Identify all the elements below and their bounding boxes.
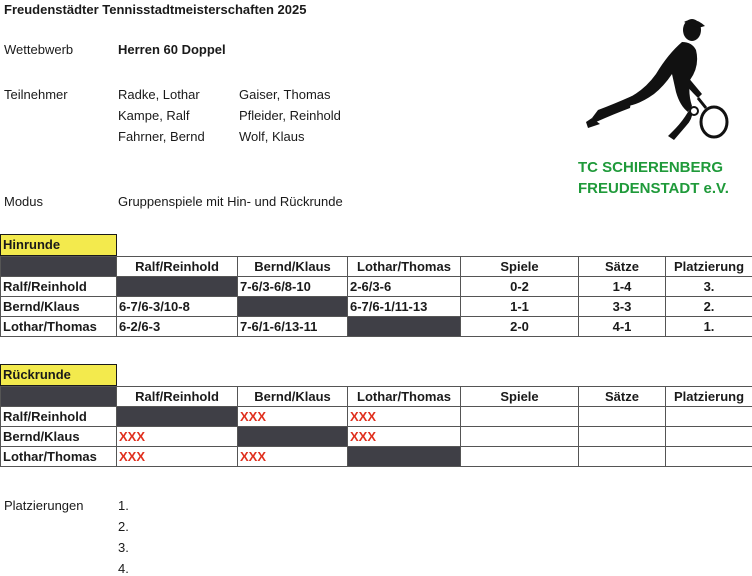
page-title: Freudenstädter Tennisstadtmeisterschaften 2025 bbox=[4, 2, 307, 17]
hinrunde-table bbox=[0, 256, 752, 337]
wettbewerb-value: Herren 60 Doppel bbox=[118, 42, 226, 57]
platz-cell: 2. bbox=[666, 297, 752, 317]
table-row bbox=[1, 317, 752, 337]
wettbewerb-label: Wettebwerb bbox=[4, 42, 74, 57]
self-match-cell bbox=[348, 317, 461, 337]
teilnehmer-label: Teilnehmer bbox=[4, 87, 68, 102]
column-header: Bernd/Klaus bbox=[238, 257, 348, 277]
table-header-row bbox=[1, 257, 752, 277]
platz-cell: 3. bbox=[666, 277, 752, 297]
club-logo-text bbox=[578, 157, 729, 199]
table-row bbox=[1, 447, 752, 467]
platzierungen-label: Platzierungen bbox=[4, 498, 84, 513]
table-row bbox=[1, 297, 752, 317]
result-cell: 6-7/6-1/11-13 bbox=[348, 297, 461, 317]
team-name: Bernd/Klaus bbox=[1, 297, 117, 317]
team-name: Ralf/Reinhold bbox=[1, 277, 117, 297]
result-cell: 6-2/6-3 bbox=[117, 317, 238, 337]
pending-result-cell: XXX bbox=[348, 427, 461, 447]
participant: Kampe, Ralf bbox=[118, 108, 190, 123]
spiele-cell bbox=[461, 427, 579, 447]
platz-cell bbox=[666, 427, 752, 447]
column-header: Ralf/Reinhold bbox=[117, 387, 238, 407]
column-header: Bernd/Klaus bbox=[238, 387, 348, 407]
participant: Radke, Lothar bbox=[118, 87, 200, 102]
table-header-row bbox=[1, 387, 752, 407]
club-logo-line1: TC SCHIERENBERG bbox=[578, 159, 724, 176]
column-header: Lothar/Thomas bbox=[348, 257, 461, 277]
spiele-cell: 1-1 bbox=[461, 297, 579, 317]
column-header: Ralf/Reinhold bbox=[117, 257, 238, 277]
self-match-cell bbox=[348, 447, 461, 467]
spiele-cell bbox=[461, 447, 579, 467]
modus-label: Modus bbox=[4, 194, 44, 209]
participant: Fahrner, Bernd bbox=[118, 129, 205, 144]
placement-item: 4. bbox=[118, 561, 129, 576]
tennis-player-icon bbox=[584, 14, 734, 154]
team-name: Bernd/Klaus bbox=[1, 427, 117, 447]
corner-cell bbox=[1, 257, 117, 277]
table-row bbox=[1, 427, 752, 447]
self-match-cell bbox=[117, 277, 238, 297]
rueckrunde-tag: Rückrunde bbox=[0, 364, 117, 386]
participant: Pfleider, Reinhold bbox=[239, 108, 341, 123]
rueckrunde-table bbox=[0, 386, 752, 467]
pending-result-cell: XXX bbox=[238, 447, 348, 467]
saetze-cell: 4-1 bbox=[579, 317, 666, 337]
platz-cell bbox=[666, 407, 752, 427]
column-header: Lothar/Thomas bbox=[348, 387, 461, 407]
saetze-cell bbox=[579, 447, 666, 467]
pending-result-cell: XXX bbox=[117, 447, 238, 467]
pending-result-cell: XXX bbox=[117, 427, 238, 447]
participant: Wolf, Klaus bbox=[239, 129, 305, 144]
saetze-cell: 3-3 bbox=[579, 297, 666, 317]
result-cell: 6-7/6-3/10-8 bbox=[117, 297, 238, 317]
placement-item: 3. bbox=[118, 540, 129, 555]
table-row bbox=[1, 277, 752, 297]
column-header: Spiele bbox=[461, 387, 579, 407]
team-name: Lothar/Thomas bbox=[1, 317, 117, 337]
pending-result-cell: XXX bbox=[238, 407, 348, 427]
saetze-cell bbox=[579, 407, 666, 427]
placement-item: 2. bbox=[118, 519, 129, 534]
table-row bbox=[1, 407, 752, 427]
modus-value: Gruppenspiele mit Hin- und Rückrunde bbox=[118, 194, 343, 209]
spiele-cell: 0-2 bbox=[461, 277, 579, 297]
self-match-cell bbox=[117, 407, 238, 427]
saetze-cell bbox=[579, 427, 666, 447]
spiele-cell: 2-0 bbox=[461, 317, 579, 337]
corner-cell bbox=[1, 387, 117, 407]
column-header: Spiele bbox=[461, 257, 579, 277]
placement-item: 1. bbox=[118, 498, 129, 513]
column-header: Platzierung bbox=[666, 257, 752, 277]
participant: Gaiser, Thomas bbox=[239, 87, 331, 102]
result-cell: 7-6/3-6/8-10 bbox=[238, 277, 348, 297]
column-header: Platzierung bbox=[666, 387, 752, 407]
result-cell: 2-6/3-6 bbox=[348, 277, 461, 297]
platz-cell bbox=[666, 447, 752, 467]
result-cell: 7-6/1-6/13-11 bbox=[238, 317, 348, 337]
team-name: Lothar/Thomas bbox=[1, 447, 117, 467]
team-name: Ralf/Reinhold bbox=[1, 407, 117, 427]
spiele-cell bbox=[461, 407, 579, 427]
self-match-cell bbox=[238, 427, 348, 447]
platz-cell: 1. bbox=[666, 317, 752, 337]
pending-result-cell: XXX bbox=[348, 407, 461, 427]
hinrunde-tag: Hinrunde bbox=[0, 234, 117, 256]
saetze-cell: 1-4 bbox=[579, 277, 666, 297]
column-header: Sätze bbox=[579, 257, 666, 277]
club-logo-line2: FREUDENSTADT e.V. bbox=[578, 180, 729, 197]
self-match-cell bbox=[238, 297, 348, 317]
column-header: Sätze bbox=[579, 387, 666, 407]
